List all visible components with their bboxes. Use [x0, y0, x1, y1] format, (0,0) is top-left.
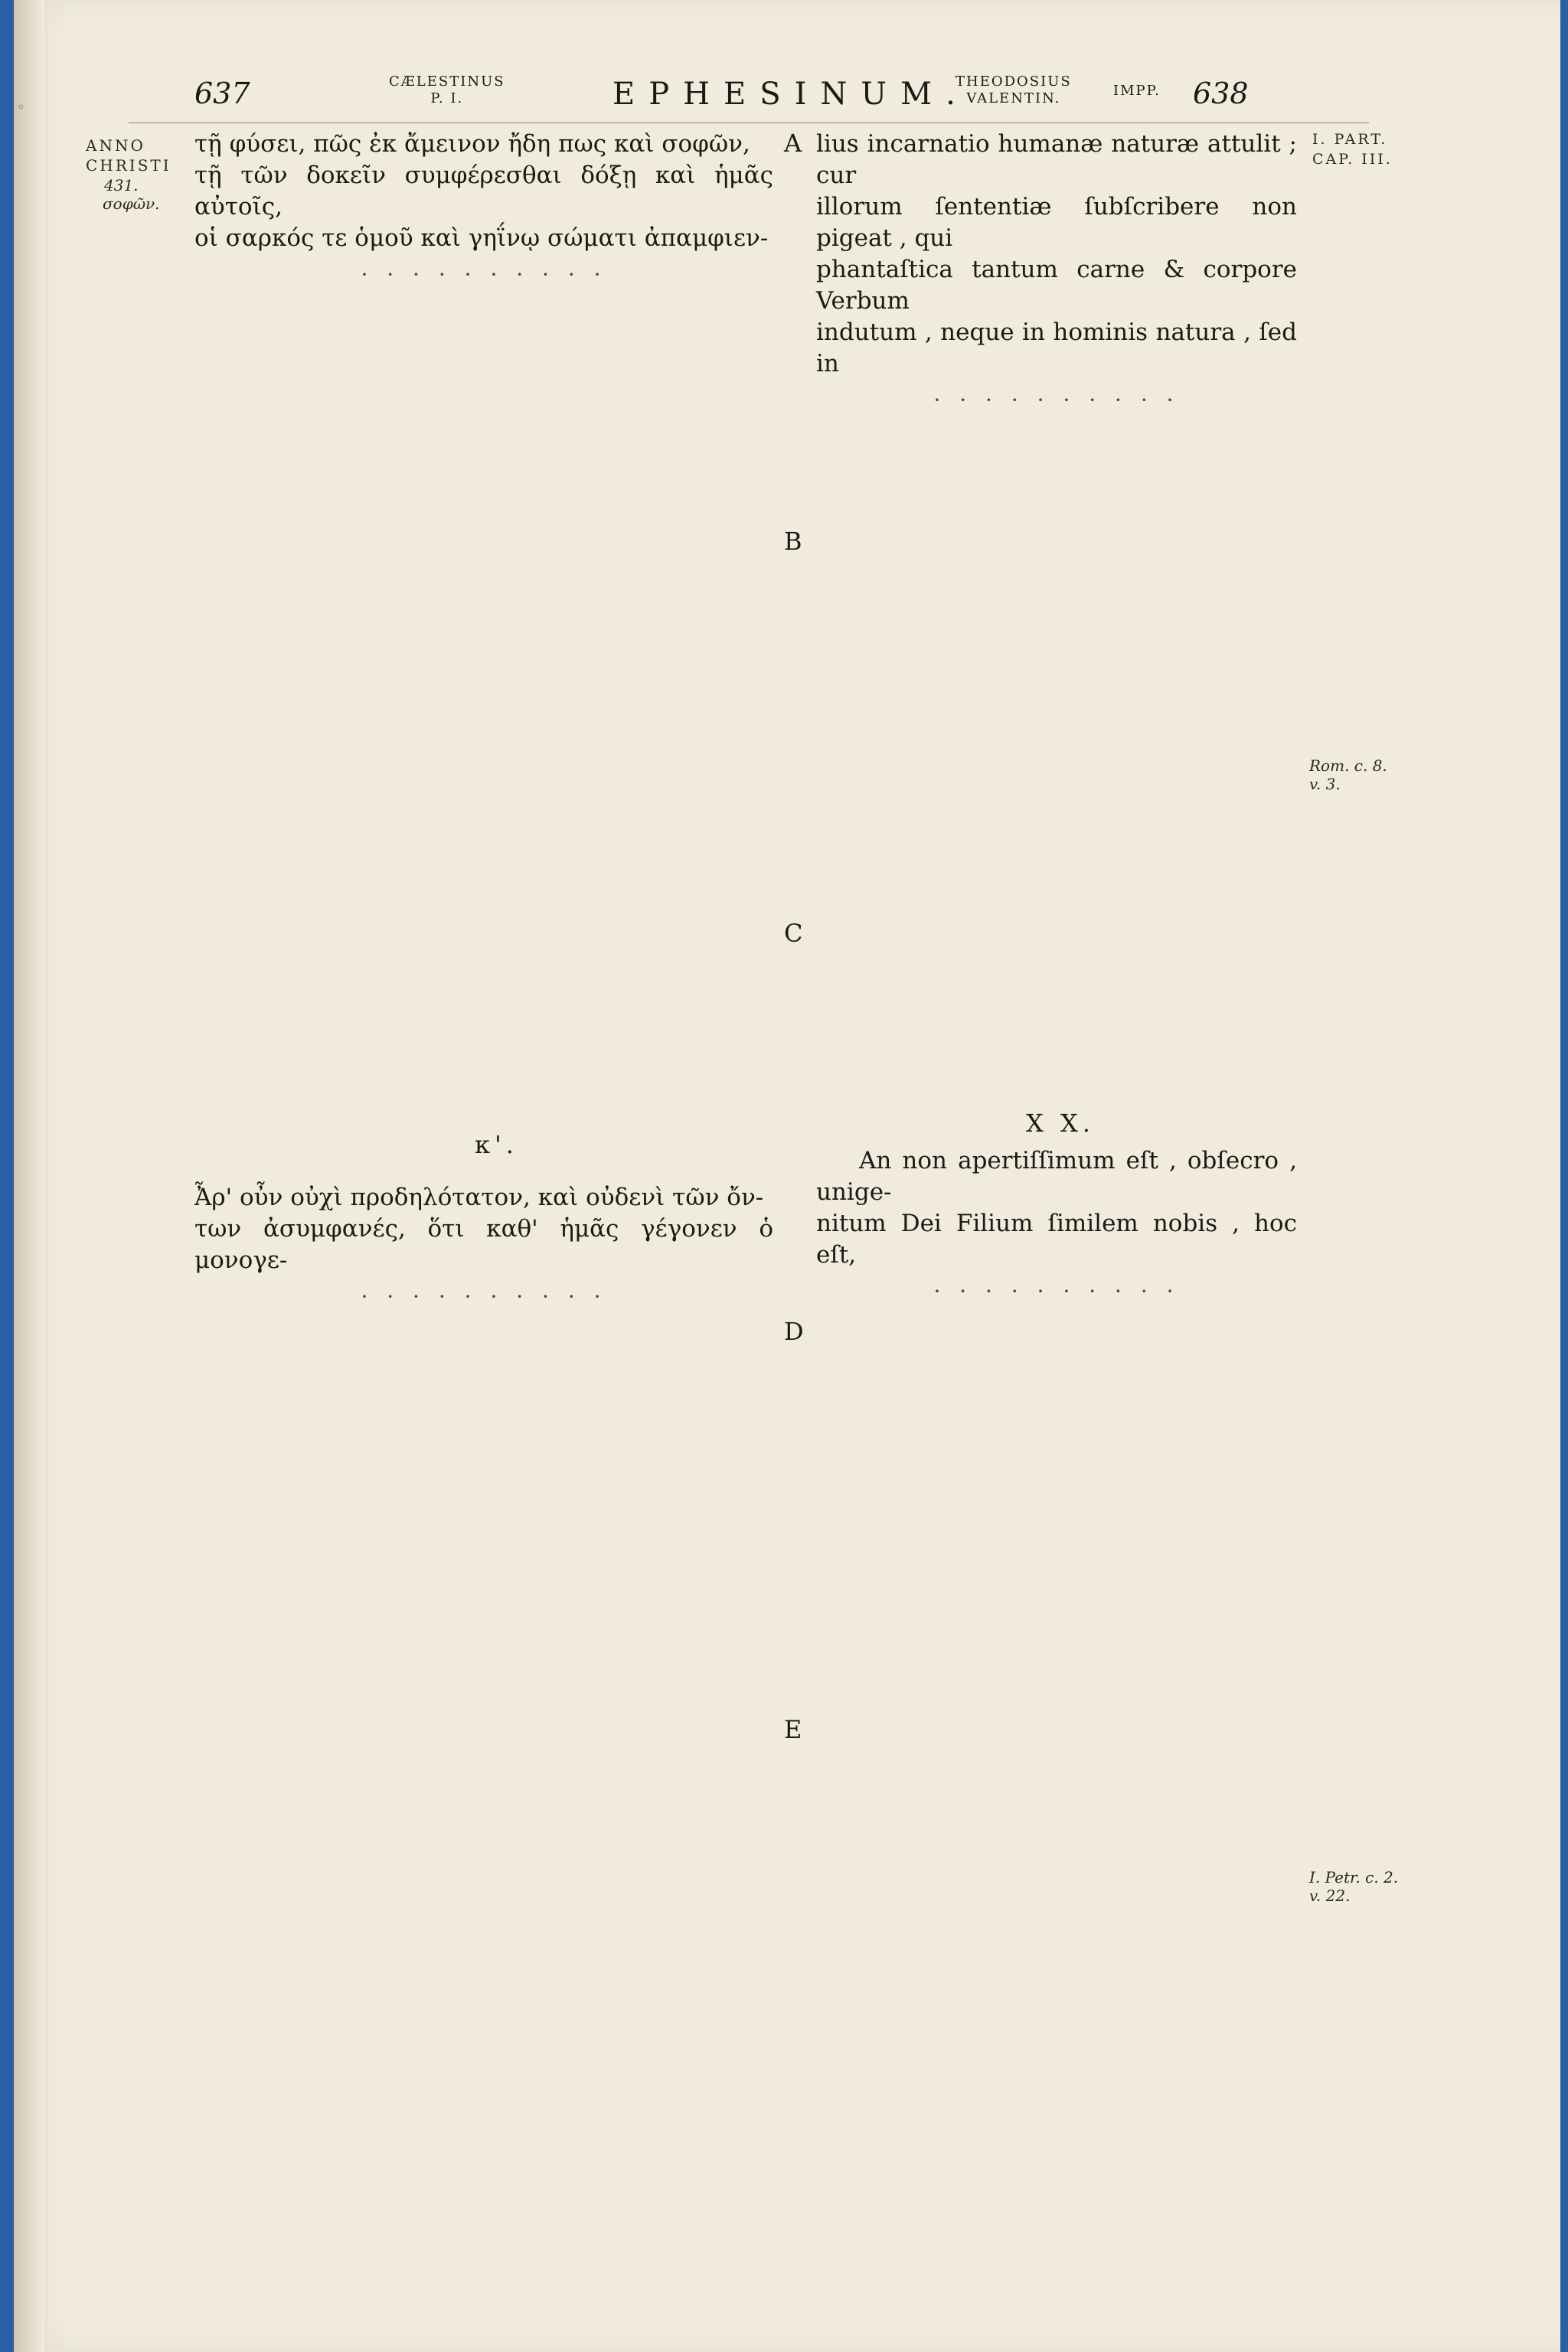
left-running-head	[389, 74, 505, 107]
section-letter: E	[784, 1715, 802, 1744]
page-title: EPHESINUM.	[612, 77, 969, 112]
running-head-line: THEODOSIUS	[956, 74, 1072, 90]
running-head-suffix: IMPP.	[1113, 83, 1161, 99]
section-letter: B	[784, 527, 802, 556]
page-gutter	[14, 0, 44, 2352]
latin-section-heading: X X.	[1026, 1109, 1095, 1138]
text-line: Ἆρ' οὖν οὐχὶ προδηλότατον, καὶ οὐδενὶ τῶν ὄν-	[194, 1184, 764, 1211]
text-line: phantaſtica tantum carne & corpore Verbum	[816, 256, 1297, 315]
text-line: τῇ φύσει, πῶς ἐκ ἄμεινον ἤδη πως καὶ σοφῶν,	[194, 130, 750, 158]
margin-greek-note: σοφῶν.	[103, 194, 160, 213]
greek-section-text	[194, 1182, 773, 1329]
margin-part: I. PART.	[1312, 131, 1388, 148]
omitted-text-marker: · · · · · · · · · ·	[361, 1284, 607, 1309]
text-line: indutum , neque in hominis natura , ſed in	[816, 318, 1297, 377]
greek-column	[194, 129, 773, 307]
latin-section-text	[816, 1145, 1297, 1324]
omitted-text-marker: · · · · · · · · · ·	[933, 1279, 1180, 1304]
margin-chapter: CAP. III.	[1312, 151, 1393, 168]
margin-scripture-ref: I. Petr. c. 2. v. 22.	[1309, 1868, 1399, 1905]
margin-scripture-ref: Rom. c. 8. v. 3.	[1309, 756, 1387, 793]
section-letter: D	[784, 1317, 804, 1346]
text-line: nitum Dei Filium ſimilem nobis , hoc eſt,	[816, 1210, 1297, 1269]
margin-year: 431.	[104, 176, 139, 194]
omitted-text-marker: · · · · · · · · · ·	[361, 262, 607, 287]
margin-christi: CHRISTI	[86, 156, 172, 175]
omitted-text-marker: · · · · · · · · · ·	[933, 387, 1180, 413]
margin-anno: ANNO	[86, 136, 145, 155]
header-rule	[129, 122, 1369, 123]
section-letter: C	[784, 919, 803, 948]
running-head-line: VALENTIN.	[966, 90, 1061, 106]
running-head-line: CÆLESTINUS	[389, 74, 505, 90]
running-head-line: P. I.	[430, 90, 464, 106]
text-line: τῇ τῶν δοκεῖν συμφέρεσθαι δόξῃ καὶ ἡμᾶς αὐτοῖς,	[194, 162, 773, 220]
right-running-head	[956, 74, 1072, 107]
edge-mark-icon: ◦	[17, 100, 25, 116]
section-letter: A	[784, 129, 802, 158]
text-line: An non apertiſſimum eſt , obſecro , unige-	[816, 1147, 1297, 1206]
text-line: των ἀσυμφανές, ὅτι καθ' ἡμᾶς γέγονεν ὁ μονογε-	[194, 1215, 773, 1274]
greek-section-heading: κ'.	[475, 1130, 518, 1159]
text-line: illorum ſententiæ ſubſcribere non pigeat , qui	[816, 193, 1297, 252]
text-line: lius incarnatio humanæ naturæ attulit ; cur	[816, 130, 1297, 189]
left-page-number: 637	[194, 77, 250, 110]
right-page-number: 638	[1193, 77, 1249, 110]
book-page	[14, 0, 1560, 2352]
latin-column	[816, 129, 1297, 433]
text-line: οἱ σαρκός τε ὁμοῦ καὶ γηΐνῳ σώματι ἀπαμφιεν-	[194, 224, 769, 252]
